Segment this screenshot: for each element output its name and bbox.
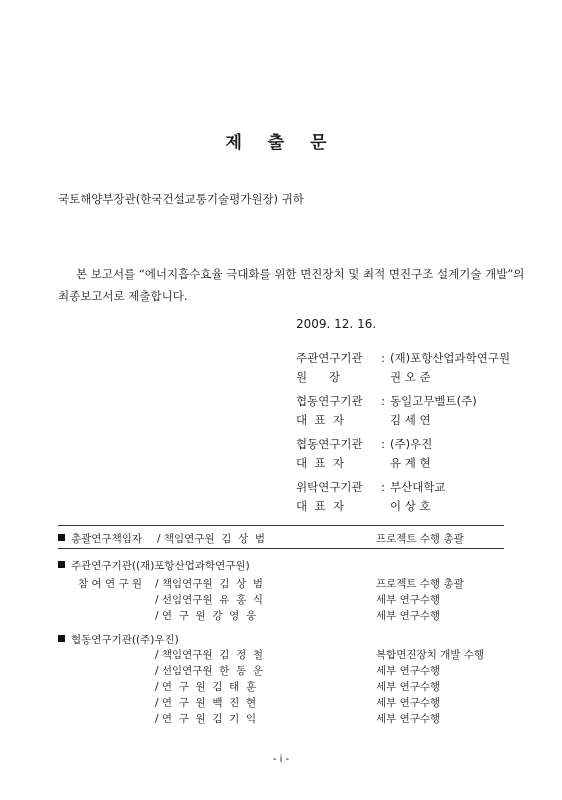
head-label: 대 표 자 [296, 413, 344, 427]
head-name: 유 계 현 [390, 456, 431, 470]
staff-role: / 선임연구원 한 동 운 [155, 665, 264, 677]
org-block-3: 협동연구기관 : (주)우진 대 표 자 유 계 현 [296, 437, 433, 470]
section-head-2: 주관연구기관((재)포항산업과학연구원) [58, 558, 250, 573]
square-bullet-icon [58, 635, 65, 642]
staff-role: / 책임연구원 김 정 철 [155, 649, 264, 661]
staff-task: 세부 연구수행 [376, 610, 441, 622]
staff-task: 세부 연구수행 [376, 665, 441, 677]
submission-date: 2009. 12. 16. [296, 317, 377, 331]
org-name: (주)우진 [390, 437, 433, 451]
org-name: 동일고무벨트(주) [390, 394, 477, 408]
staff-task: 세부 연구수행 [376, 594, 441, 606]
org-label: 주관연구기관 [296, 351, 363, 365]
addressee: 국토해양부장관(한국건설교통기술평가원장) 귀하 [58, 192, 304, 206]
divider-mid [58, 548, 504, 549]
head-label: 대 표 자 [296, 499, 344, 513]
group-label: 참 여 연 구 원 [78, 578, 143, 590]
page-number: - i - [272, 754, 290, 765]
staff-task: 프로젝트 수행 총괄 [376, 578, 464, 590]
staff-role: / 연 구 원 김 기 익 [155, 713, 257, 725]
head-name: 이 상 호 [390, 499, 431, 513]
document-title: 제 출 문 [225, 133, 337, 153]
org-block-4: 위탁연구기관 : 부산대학교 대 표 자 이 상 호 [296, 480, 446, 513]
staff-role: / 연 구 원 백 진 현 [155, 697, 257, 709]
square-bullet-icon [58, 561, 65, 568]
staff-task: 프로젝트 수행 총괄 [376, 533, 464, 545]
head-label: 원 장 [296, 370, 341, 384]
staff-task: 세부 연구수행 [376, 697, 441, 709]
staff-role: / 책임연구원 김 상 범 [155, 578, 264, 590]
body-text-line-1: 본 보고서를 “에너지흡수효율 극대화를 위한 면진장치 및 최적 면진구조 설계기술 개발”의 [76, 267, 525, 281]
org-label: 협동연구기관 [296, 394, 363, 408]
staff-role: / 연 구 원 김 태 훈 [155, 681, 257, 693]
staff-role: / 선임연구원 유 홍 식 [155, 594, 264, 606]
staff-task: 세부 연구수행 [376, 713, 441, 725]
staff-task: 복합면진장치 개발 수행 [376, 649, 485, 661]
org-block-2: 협동연구기관 : 동일고무벨트(주) 대 표 자 김 세 연 [296, 394, 477, 427]
head-name: 김 세 연 [390, 413, 431, 427]
staff-role: / 책임연구원 김 상 범 [157, 533, 266, 545]
body-text-line-2: 최종보고서로 제출합니다. [58, 289, 188, 303]
section-head-1: 총괄연구책임자 [58, 531, 142, 546]
section-head-3: 협동연구기관((주)우진) [58, 632, 179, 647]
org-name: (재)포항산업과학연구원 [390, 351, 511, 365]
divider-top [58, 525, 504, 526]
staff-task: 세부 연구수행 [376, 681, 441, 693]
org-label: 위탁연구기관 [296, 480, 363, 494]
org-label: 협동연구기관 [296, 437, 363, 451]
head-label: 대 표 자 [296, 456, 344, 470]
head-name: 권 오 준 [390, 370, 431, 384]
staff-role: / 연 구 원 강 영 웅 [155, 610, 257, 622]
org-name: 부산대학교 [390, 480, 446, 494]
org-block-1: 주관연구기관 : (재)포항산업과학연구원 원 장 권 오 준 [296, 351, 511, 384]
square-bullet-icon [58, 534, 65, 541]
